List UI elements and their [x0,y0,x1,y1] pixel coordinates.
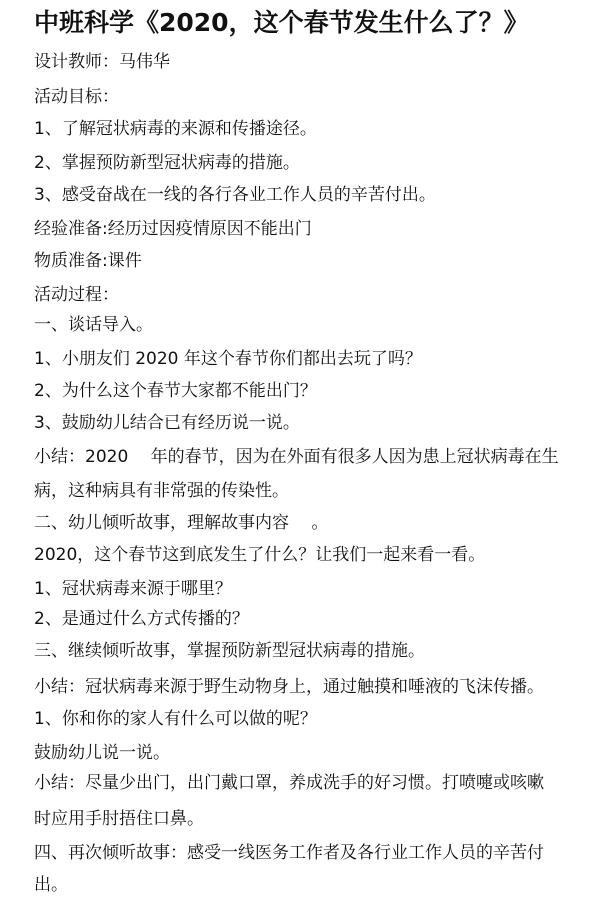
paragraph-line: 3、感受奋战在一线的各行各业工作人员的辛苦付出。 [34,185,436,205]
paragraph-line: 四、再次倾听故事：感受一线医务工作者及各行业工作人员的辛苦付 [34,843,544,863]
paragraph-line: 二、幼儿倾听故事，理解故事内容 。 [34,513,329,533]
paragraph-line: 时应用手肘捂住口鼻。 [34,809,204,829]
paragraph-line: 1、小朋友们 2020 年这个春节你们都出去玩了吗？ [34,349,422,369]
paragraph-line: 经验准备:经历过因疫情原因不能出门 [34,219,312,239]
paragraph-line: 1、冠状病毒来源于哪里？ [34,579,232,599]
paragraph-line: 2、为什么这个春节大家都不能出门？ [34,381,317,401]
designer-line: 设计教师：马伟华 [34,52,170,72]
paragraph-line: 一、谈话导入。 [34,315,153,335]
paragraph-line: 物质准备:课件 [34,251,142,271]
paragraph-line: 鼓励幼儿说一说。 [34,743,170,763]
paragraph-line: 2020，这个春节这到底发生了什么？让我们一起来看一看。 [34,545,486,565]
paragraph-line: 小结：尽量少出门，出门戴口罩，养成洗手的好习惯。打喷嚏或咳嗽 [34,773,544,793]
paragraph-line: 活动目标： [34,87,119,107]
document-title: 中班科学《2020，这个春节发生什么了？》 [34,8,529,37]
paragraph-line: 1、你和你的家人有什么可以做的呢？ [34,709,317,729]
paragraph-line: 病，这种病具有非常强的传染性。 [34,481,289,501]
paragraph-line: 出。 [34,875,68,895]
paragraph-line: 1、了解冠状病毒的来源和传播途径。 [34,119,317,139]
paragraph-line: 2、是通过什么方式传播的？ [34,609,249,629]
paragraph-line: 三、继续倾听故事，掌握预防新型冠状病毒的措施。 [34,641,425,661]
paragraph-line: 活动过程： [34,285,119,305]
paragraph-line: 3、鼓励幼儿结合已有经历说一说。 [34,413,300,433]
paragraph-line: 小结：冠状病毒来源于野生动物身上，通过触摸和唾液的飞沫传播。 [34,677,544,697]
paragraph-line: 2、掌握预防新型冠状病毒的措施。 [34,153,300,173]
paragraph-line: 小结：2020 年的春节，因为在外面有很多人因为患上冠状病毒在生 [34,447,559,467]
